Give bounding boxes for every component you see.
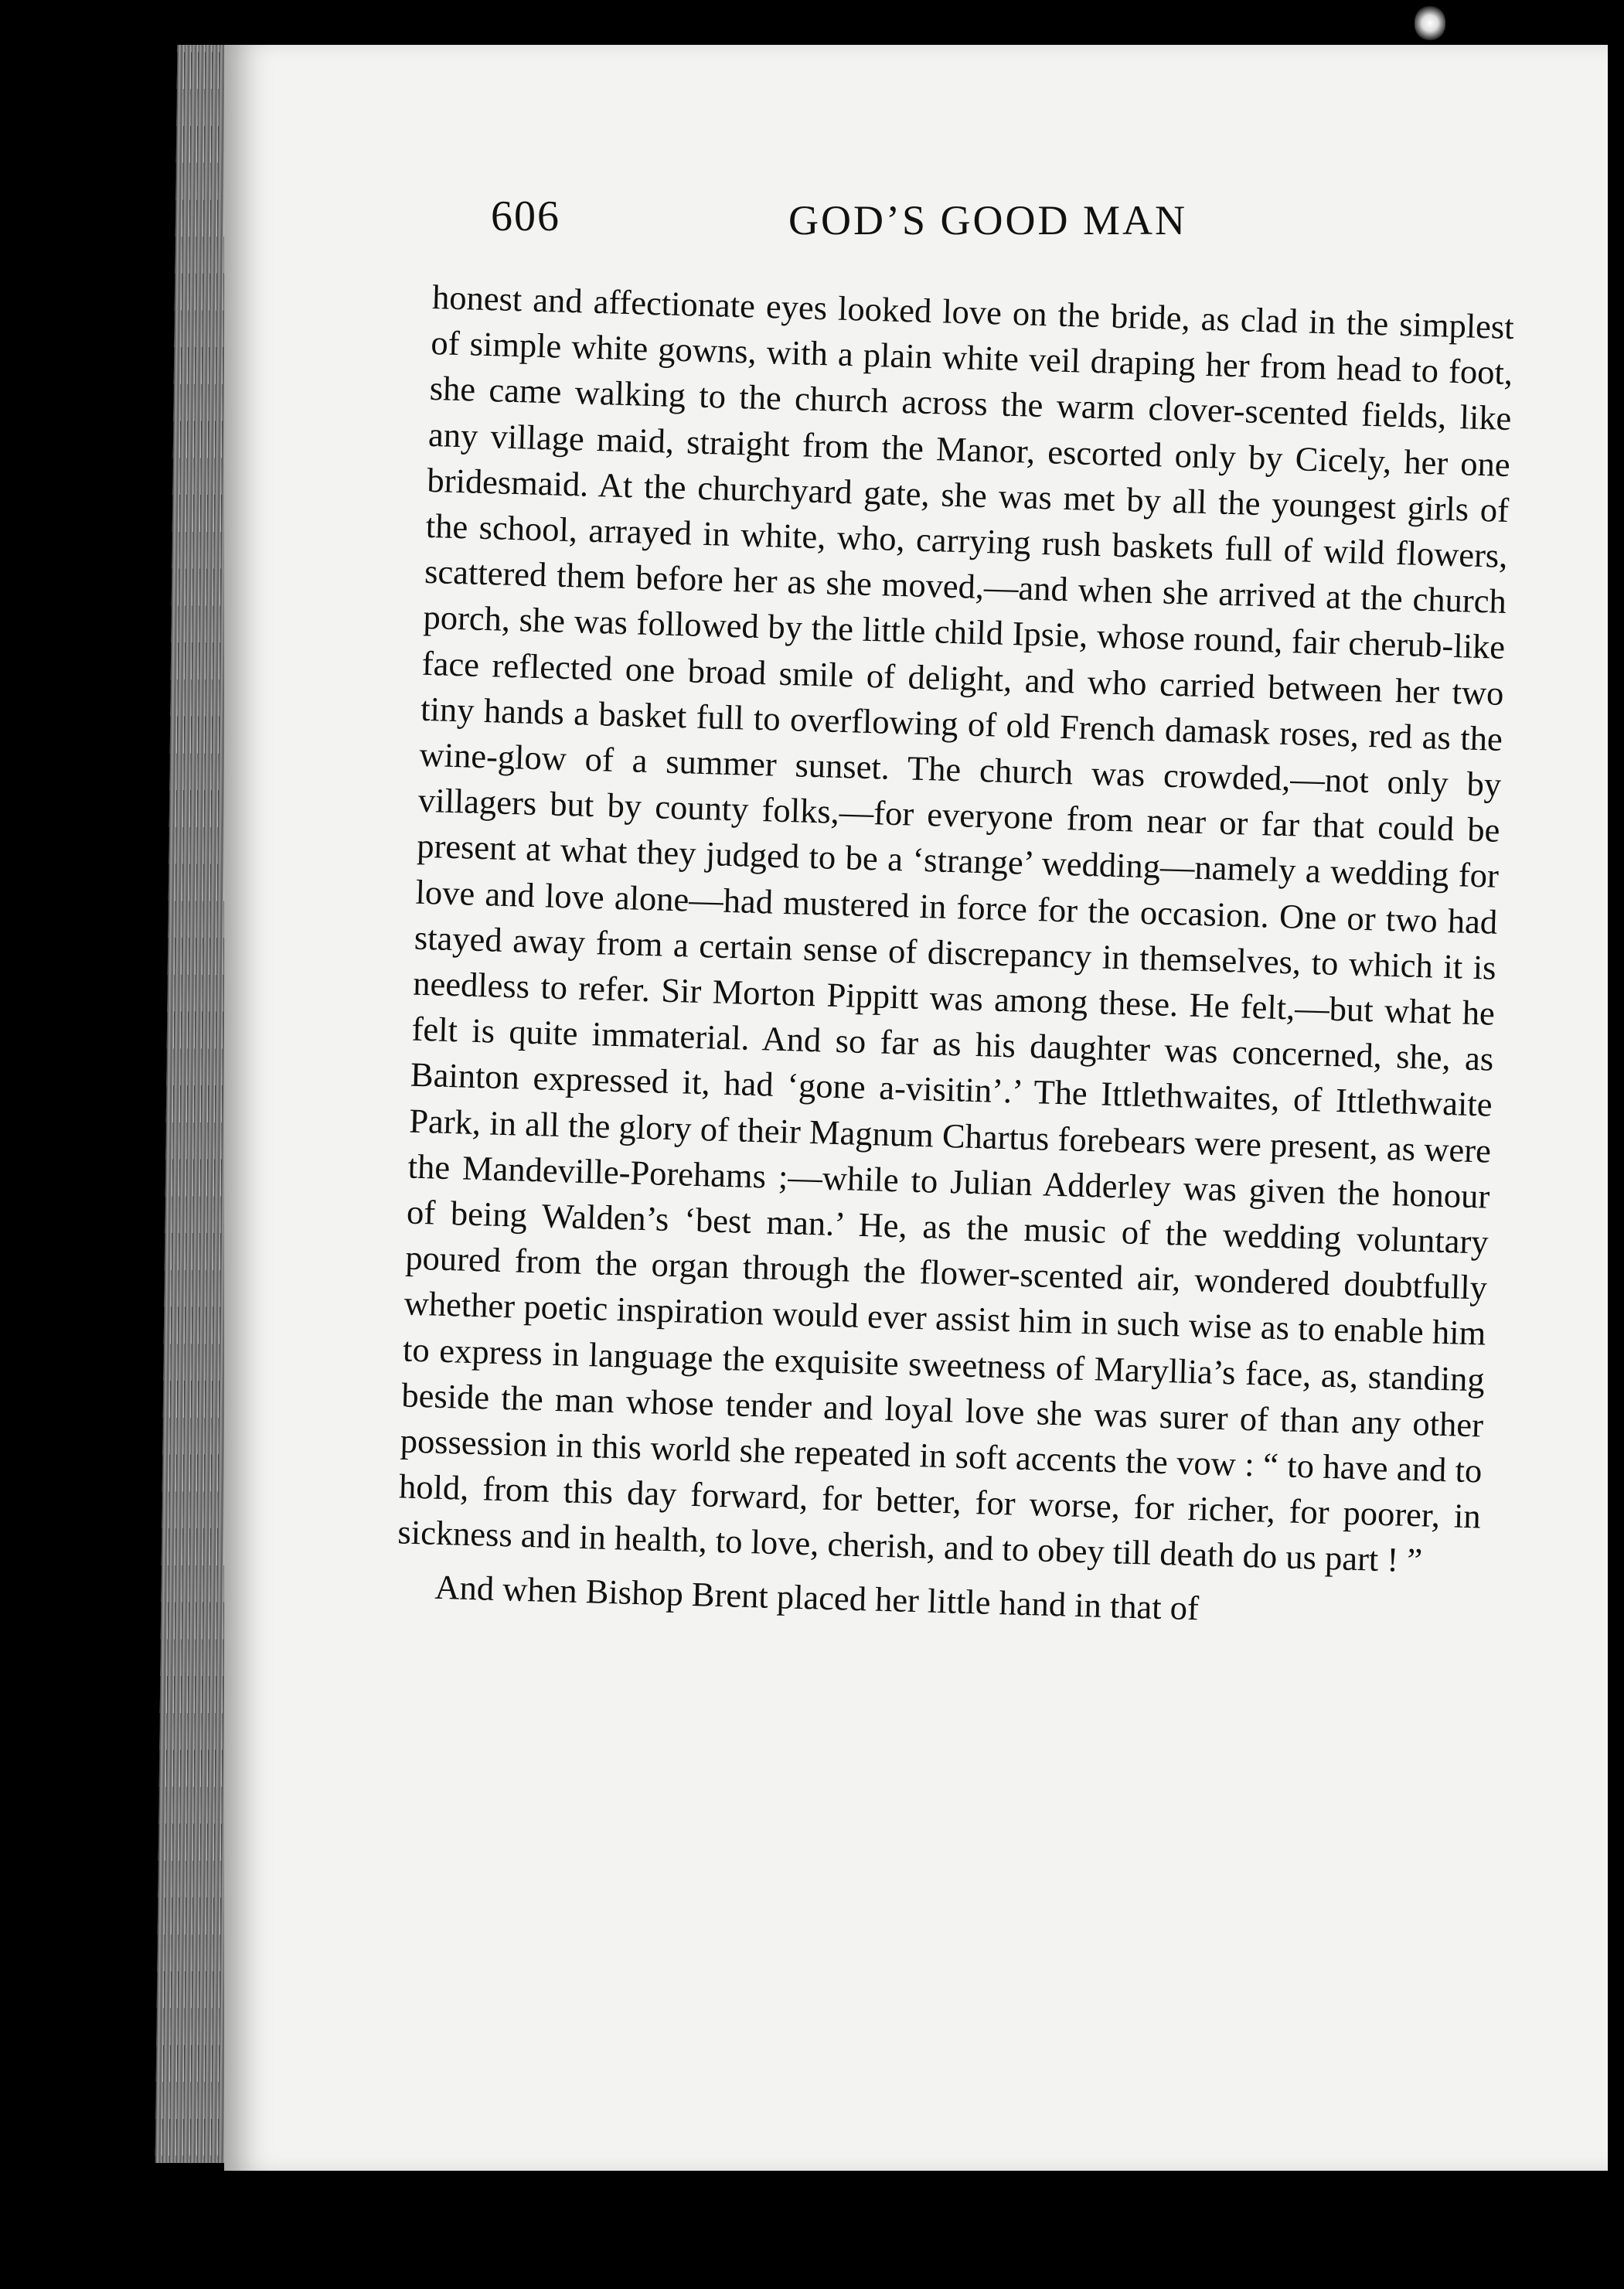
running-title: GOD’S GOOD MAN <box>788 197 1188 244</box>
paragraph: And when Bishop Brent placed her little hand in that of <box>434 1567 1200 1628</box>
page-number: 606 <box>491 192 560 240</box>
body-text <box>396 274 1515 1639</box>
paragraph: honest and affectionate eyes looked love on the bride, as clad in the simplest of simple white gowns, with a plain white veil draping her from head to foot, she came walking to the church across the warm clover-scented fields, like any village maid, straight from the Manor, escorted only by Cicely, her one bridesmaid. At the churchyard gate, she was met by all the youngest girls of the school, arrayed in white, who, carrying rush baskets full of wild flowers, scattered them before her as she moved,—and when she arrived at the church porch, she was followed by the little child Ipsie, whose round, fair cherub-like face reflected one broad smile of delight, and who carried between her two tiny hands a basket full to overflowing of old French damask roses, red as the wine-glow of a summer sunset. The church was crowded,—not only by villagers but by county folks,—for everyone from near or far that could be present at what they judged to be a ‘strange’ wedding—namely a wedding for love and love alone—had mustered in force for the occasion. One or two had stayed away from a certain sense of discrepancy in themselves, to which it is needless to refer. Sir Morton Pippitt was among these. He felt,—but what he felt is quite immaterial. And so far as his daughter was concerned, she, as Bainton expressed it, had ‘gone a-visitin’.’ The Ittlethwaites, of Ittlethwaite Park, in all the glory of their Magnum Chartus forebears were present, as were the Mandeville-Porehams ;—while to Julian Adderley was given the honour of being Walden’s ‘best man.’ He, as the music of the wedding voluntary poured from the organ through the flower-scented air, wondered doubtfully whether poetic inspiration would ever assist him in such wise as to enable him to express in language the exquisite sweetness of Maryllia’s face, as, standing beside the man whose tender and loyal love she was surer of than any other possession in this world she repeated in soft accents the vow : “ to have and to hold, from this day forward, for better, for worse, for richer, for poorer, in sickness and in health, to love, cherish, and to obey till death do us part ! ” <box>397 277 1515 1580</box>
scan-dust-speck <box>1415 6 1445 40</box>
